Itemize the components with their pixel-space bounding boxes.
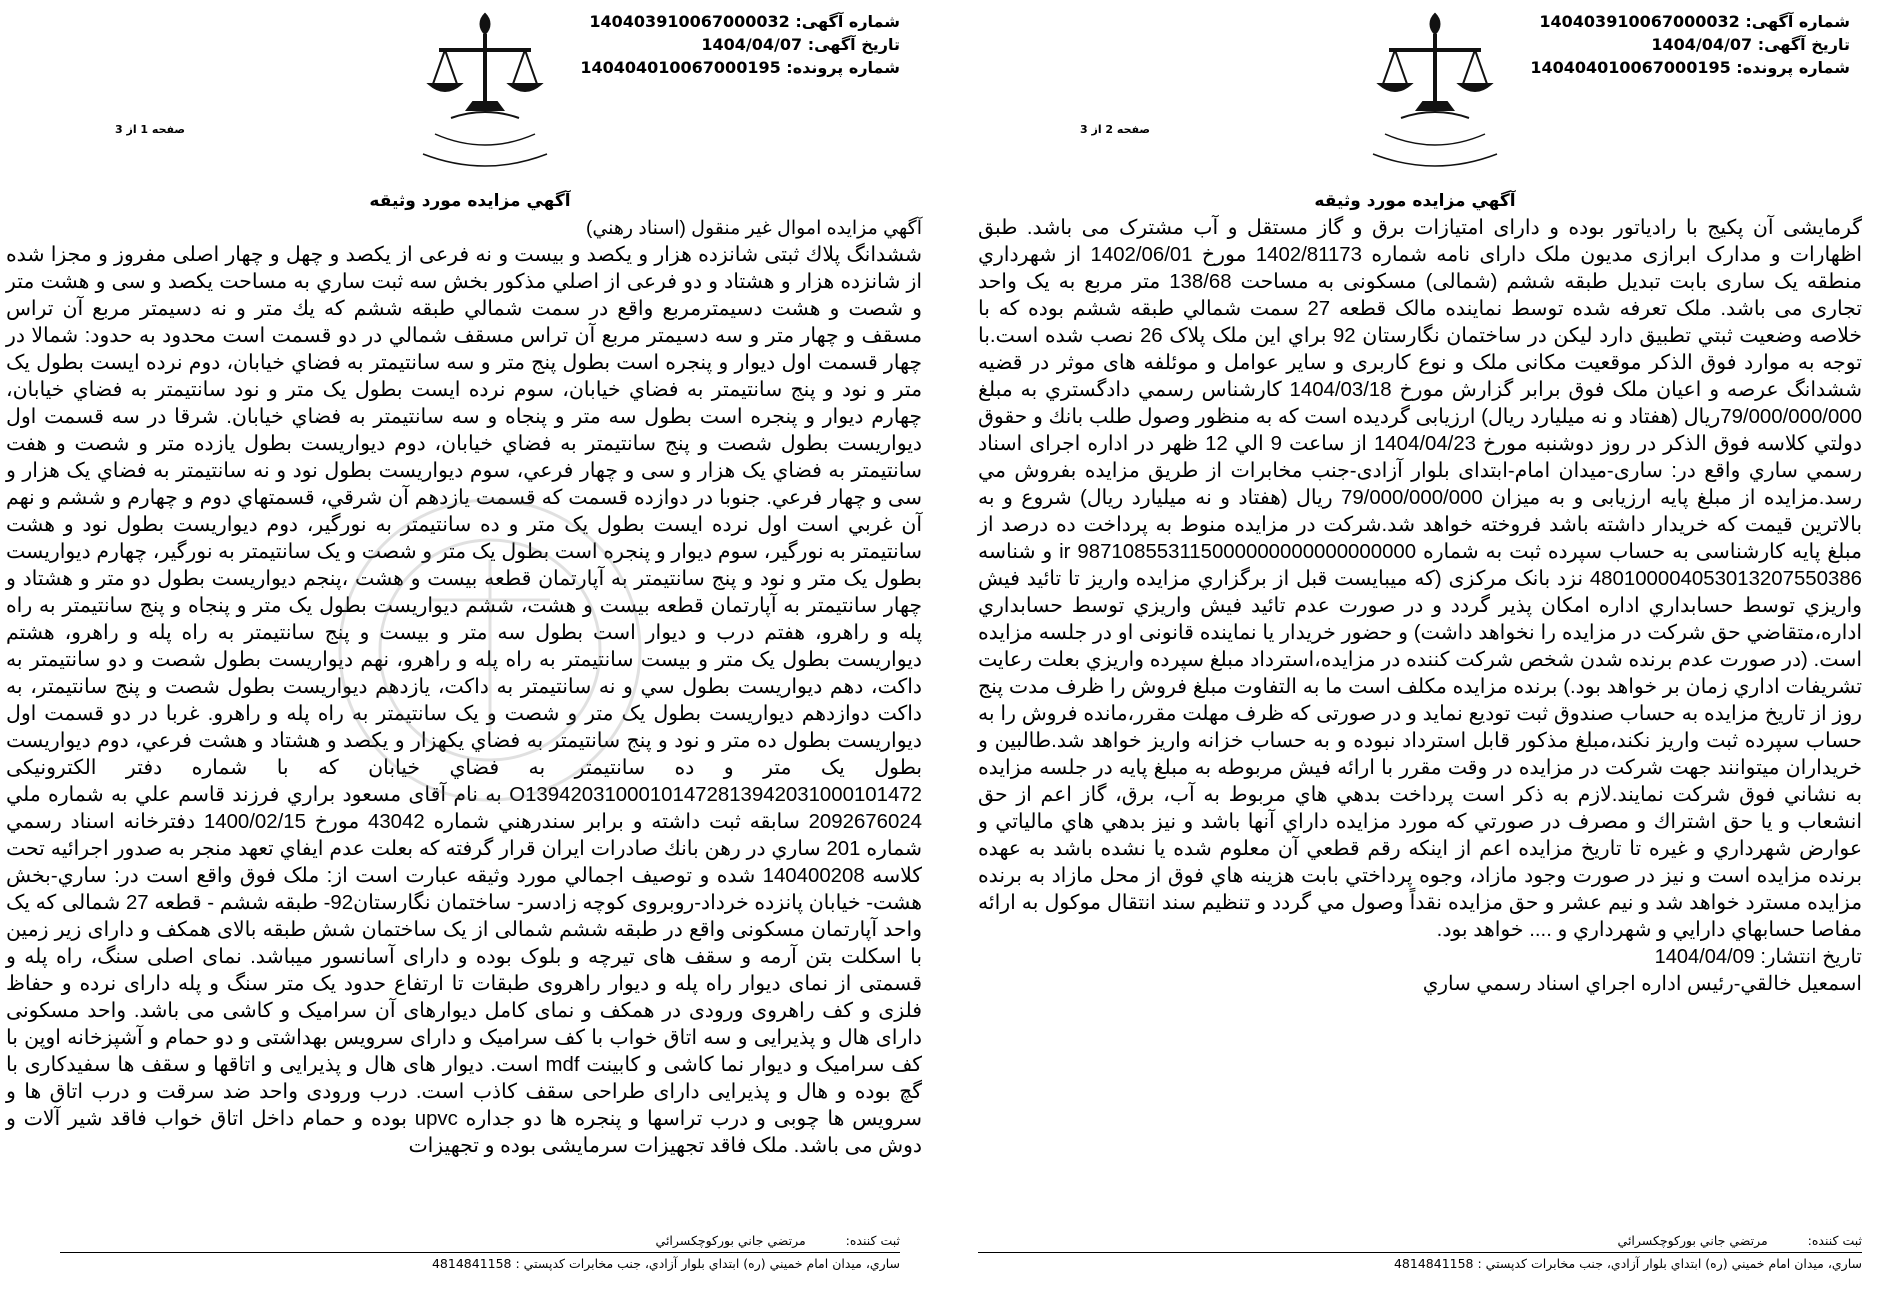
page-footer [978,1233,1862,1271]
footer-divider [60,1252,900,1253]
notice-meta [580,10,900,79]
file-number-label: شماره پرونده: [786,58,900,77]
page-footer [60,1233,900,1271]
judiciary-emblem-logo [1345,6,1525,176]
notice-number-label: شماره آگهی: [795,12,900,31]
office-address: ساري، ميدان امام خميني (ره) ابتداي بلوار آزادي، جنب مخابرات كدپستي : 4814841158 [1393,1256,1862,1271]
registrar-label: ثبت كننده: [1807,1233,1862,1248]
notice-meta [1530,10,1850,79]
notice-body-text: ششدانگ پلاك ثبتی شانزده هزار و يكصد و بيست و نه فرعى از يكصد و چهل و چهار اصلى مفروز و مجزا شده از شانزده هزار و هشتاد و دو فرعى از اصلي مذكور بخش سه ثبت ساري به مساحت يكصد و سى و هشت متر و شصت و هشت دسيمترمربع واقع در سمت شمالي طبقه ششم كه يك متر و نه دسيمتر مربع آن تراس مسقف و چهار متر و سه دسيمتر مربع آن تراس مسقف شمالي در دو قسمت است محدود به حدود: شمالا در چهار قسمت اول ديوار و پنجره است بطول پنج متر و سه سانتيمتر به فضاي خيابان، دوم نرده ايست بطول يک متر و نود و پنج سانتيمتر به فضاي خيابان، سوم نرده ايست بطول يک متر و نود سانتيمتر به فضاي خيابان، چهارم ديوار و پنجره است بطول سه متر و پنجاه و سه سانتيمتر به فضاي خيابان. شرقا در سه قسمت اول ديواريست بطول شصت و پنج سانتيمتر به فضاي خيابان، دوم ديواريست بطول يازده متر و شصت و هفت سانتيمتر به فضاي يک هزار و سی و چهار فرعي، سوم ديواريست بطول نود و نه سانتيمتر به فضاي يک هزار و سی و چهار فرعي. جنوبا در دوازده قسمت كه قسمت يازدهم آن شرقي، قسمتهاي دوم و چهارم و ششم و نهم آن غربي است اول نرده ايست بطول يک متر و ده سانتيمتر به نورگير، دوم ديواريست بطول نود و هشت سانتيمتر به نورگير، سوم ديوار و پنجره است بطول يک متر و شصت و يک سانتيمتر به نورگير، چهارم ديواريست بطول يک متر و نود و پنج سانتيمتر به آپارتمان قطعه بيست و هشت ،پنجم ديواريست بطول دو متر و هشتاد و چهار سانتيمتر به آپارتمان قطعه بيست و هشت، ششم ديواريست بطول يک متر و پنجاه و پنج سانتيمتر به راه پله و راهرو، هفتم درب و ديوار است بطول سه متر و بيست و پنج سانتيمتر به راه پله و راهرو، هشتم ديواريست بطول يک متر و بيست سانتيمتر به راه پله و راهرو، نهم ديواريست بطول شصت و دو سانتيمتر به داكت، دهم ديواريست بطول سي و نه سانتيمتر به داكت، يازدهم ديواريست بطول شصت و پنج سانتيمتر، به داكت دوازدهم ديواريست بطول يک متر و شصت و يک سانتيمتر به راه پله و راهرو. غربا در دو قسمت اول ديواريست بطول ده متر و نود و پنج سانتيمتر به فضاي يكهزار و يكصد و هشتاد و هشت فرعي، دوم ديواريست بطول يک متر و ده سانتيمتر به فضاي خيابان كه با شماره دفتر الكترونيكى O13942031000101472813942031000101472 به نام آقاى مسعود براري فرزند قاسم علي به شماره ملي 2092676024 سابقه ثبت داشته و برابر سندرهني شماره 43042 مورخ 1400/02/15 دفترخانه اسناد رسمي شماره 201 ساري در رهن بانك صادرات ايران قرار گرفته كه بعلت عدم ايفاي تعهد منجر به صدور اجرائيه تحت كلاسه 140400208 شده و توصيف اجمالي مورد وثيقه عبارت است از: ملک فوق واقع است در: ساري-بخش هشت- خيابان پانزده خرداد-روبروی كوچه زادسر- ساختمان نگارستان92- طبقه ششم - قطعه 27 شمالی که يک واحد آپارتمان مسکونی واقع در طبقه ششم شمالی از يک ساختمان شش طبقه بالای همکف و دارای زير زمين با اسکلت بتن آرمه و سقف های تيرچه و بلوک بوده و دارای آسانسور ميباشد. نمای اصلی سنگ، راه پله و قسمتی از نمای ديوار راه پله و ديوار راهروی طبقات تا ارتفاع حدود يک متر سنگ و پله دارای نرده و حفاظ فلزی و کف راهروی ورودی در همکف و نمای کامل ديوارهای آن سراميک و کاشی می باشد. واحد مسکونی دارای هال و پذيرايی و سه اتاق خواب با کف سراميک و دارای سرويس بهداشتی و دو حمام و آشپزخانه اوپن با کف سراميک و ديوار نما کاشی و کابينت mdf است. ديوار های هال و پذيرايی و اتاقها و سقف ها سفيدکاری با گچ بوده و هال و پذيرايی دارای طراحی سقف کاذب است. درب ورودی واحد ضد سرقت و درب اتاق ها و سرويس ها چوبی و درب تراسها و پنجره ها دو جداره upvc بوده و حمام داخل اتاق خواب فاقد شير آلات و دوش می باشد. ملک فاقد تجهيزات سرمايشی بوده و تجهيزات [6,244,923,1157]
notice-date: 1404/04/07 [1651,35,1753,54]
office-address: ساري، ميدان امام خميني (ره) ابتداي بلوار آزادي، جنب مخابرات كدپستي : 4814841158 [431,1256,900,1271]
publish-date-label: تاريخ انتشار: [1760,946,1862,968]
notice-page-2 [950,0,1880,1293]
page-number: صفحه 1 از 3 [115,123,186,136]
notice-title: آگهي مزايده مورد وثيقه [1314,191,1516,211]
notice-body-text: گرمايشی آن پكيج با رادياتور بوده و دارای امتيازات برق و گاز مستقل و آب مشترک می باشد. طبق اظهارات و مدارک ابرازی مديون ملک دارای نامه شماره 1402/81173 مورخ 1402/06/01 از شهرداري منطقه يک ساری بابت تبديل طبقه ششم (شمالی) مسکونی به مساحت 138/68 متر مربع به يک واحد تجاری می باشد. ملک تعرفه شده توسط نماينده مالک قطعه 27 سمت شمالي طبقه ششم بوده که با خلاصه وضعيت ثبتي تطبيق دارد ليکن در ساختمان نگارستان 92 براي اين ملک پلاک 26 نصب شده است.با توجه به موارد فوق الذکر موقعيت مکانی ملک و نوع کاربری و ساير عوامل و موئلفه های موثر در قضيه ششدانگ عرصه و اعيان ملک فوق برابر گزارش مورخ 1404/03/18 کارشناس رسمي دادگستري به مبلغ 79/000/000/000ريال (هفتاد و نه ميليارد ريال) ارزيابی گرديده است که به منظور وصول طلب بانك و حقوق دولتي كلاسه فوق الذكر در روز دوشنبه مورخ 1404/04/23 از ساعت 9 الي 12 ظهر در اداره اجراى اسناد رسمي ساري واقع در: ساری-ميدان امام-ابتدای بلوار آزادی-جنب مخابرات از طريق مزايده بفروش مي رسد.مزايده از مبلغ پايه ارزيابی و به ميزان 79/000/000/000 ريال (هفتاد و نه ميليارد ريال) شروع و به بالاترين قيمت كه خريدار داشته باشد فروخته خواهد شد.شرکت در مزايده منوط به پرداخت ده درصد از مبلغ پايه کارشناسی به حساب سپرده ثبت به شماره ir 987108553115000000000000000000 و شناسه 480100004053013207550386 نزد بانک مرکزی (كه ميبايست قبل از برگزاري مزايده واريز تا تائيد فيش واريزي توسط حسابداري اداره امكان پذير گردد و در صورت عدم تائيد فيش واريزي توسط حسابداري اداره،متقاضي حق شركت در مزايده را نخواهد داشت) و حضور خريدار يا نماينده قانونی او در جلسه مزايده است. (در صورت عدم برنده شدن شخص شركت كننده در مزايده،استرداد مبلغ سپرده واريزي بعلت رعايت تشريفات اداري زمان بر خواهد بود.) برنده مزايده مکلف است ما به التفاوت مبلغ فروش را ظرف مدت پنج روز از تاريخ مزايده به حساب صندوق ثبت توديع نمايد و در صورتی که ظرف مهلت مقرر،مانده فروش را به حساب سپرده ثبت واريز نکند،مبلغ مذكور قابل استرداد نبوده و به حساب خزانه واريز خواهد شد.طالبين و خريداران ميتوانند جهت شرکت در مزايده در وقت مقرر با ارائه فيش مربوطه به مبلغ پايه در جلسه مزايده به نشاني فوق شركت نمايند.لازم به ذكر است پرداخت بدهي هاي مربوط به آب، برق، گاز اعم از حق انشعاب و يا حق اشتراك و مصرف در صورتي كه مورد مزايده داراي آنها باشد و نيز بدهي هاي مالياتي و عوارض شهرداري و غيره تا تاريخ مزايده اعم از اينكه رقم قطعي آن معلوم شده يا نشده باشد به عهده برنده مزايده است و نيز در صورت وجود مازاد، وجوه پرداختي بابت هزينه هاي فوق از محل مازاد به برنده مزايده مسترد خواهد شد و نيم عشر و حق مزايده نقداً وصول مي گردد و تنظيم سند انتقال موكول به ارائه مفاصا حسابهاي دارايي و شهرداري و .... خواهد بود. [978,217,1863,941]
notice-number: 140403910067000032 [1539,12,1740,31]
registrar-label: ثبت كننده: [845,1233,900,1248]
file-number-label: شماره پرونده: [1736,58,1850,77]
notice-date: 1404/04/07 [701,35,803,54]
footer-divider [978,1252,1862,1253]
registrar-name: مرتضي جاني بوركوچكسرائي [655,1233,806,1248]
notice-body [978,215,1862,998]
notice-subtitle: آگهي مزايده اموال غير منقول (اسناد رهني) [586,218,922,239]
publish-date: 1404/04/09 [1654,946,1755,968]
notice-title: آگهي مزايده مورد وثيقه [369,191,571,211]
judiciary-emblem-logo [395,6,575,176]
notice-number-label: شماره آگهی: [1745,12,1850,31]
file-number: 140404010067000195 [1530,58,1731,77]
page-number: صفحه 2 از 3 [1080,123,1151,136]
file-number: 140404010067000195 [580,58,781,77]
notice-body [6,215,922,1160]
notice-date-label: تاريخ آگهی: [807,35,900,54]
notice-date-label: تاريخ آگهی: [1757,35,1850,54]
registrar-name: مرتضي جاني بوركوچكسرائي [1617,1233,1768,1248]
signature: اسمعيل خالقي-رئيس اداره اجراي اسناد رسمي ساري [1422,973,1862,995]
notice-number: 140403910067000032 [589,12,790,31]
